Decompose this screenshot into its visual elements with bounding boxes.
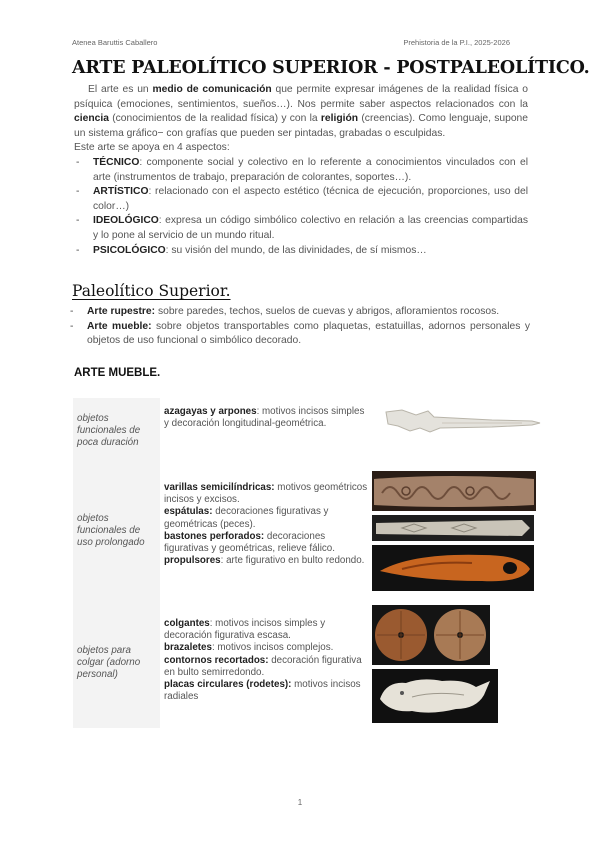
intro-paragraph: El arte es un medio de comunicación que permite expresar imágenes de la realidad física o psíquica (emociones, sentimientos, sueños…). Nos permite saber aspectos relacionados con la ciencia (conocimientos de la realidad física) y con la religión (creencias). Como lenguaje, supone un sistema gráfico− con grafías que pueden ser pintadas, grabadas o esculpidas. — [74, 84, 529, 139]
header-course: Prehistoria de la P.I., 2025-2026 — [403, 38, 510, 47]
rodetes-image — [372, 605, 490, 665]
list-item: - Arte mueble: sobre objetos transportables como plaquetas, estatuillas, adornos personales y objetos de uso funcional o simbólico decorado. — [68, 320, 530, 349]
list-item: - Arte rupestre: sobre paredes, techos, suelos de cuevas y abrigos, afloramientos rocosos. — [68, 305, 530, 320]
table-row — [73, 398, 538, 464]
header-author: Atenea Baruttis Caballero — [72, 38, 158, 47]
table-row — [73, 598, 538, 728]
image-cell — [368, 464, 538, 598]
harpoon-image — [382, 406, 542, 434]
description-cell: varillas semicilíndricas: motivos geométricos incisos y excisos. espátulas: decoraciones figurativas y geométricas (peces). bastones perforados: decoraciones figurativas y geométricas, relieve fálico. propulsores: arte figurativo en bulto redondo. — [164, 482, 368, 567]
intro-aspects-lead: Este arte se apoya en 4 aspectos: — [74, 142, 230, 154]
list-item: - IDEOLÓGICO: expresa un código simbólico colectivo en relación a las creencias compartidas y lo pone al servicio de un mundo ritual. — [74, 214, 528, 243]
category-cell: objetos funcionales de poca duración — [73, 398, 160, 464]
page-title: ARTE PALEOLÍTICO SUPERIOR - POSTPALEOLÍTICO. — [72, 58, 590, 78]
page-number: 1 — [297, 798, 303, 807]
intro-section — [74, 83, 528, 258]
aspects-list — [74, 156, 528, 258]
arte-mueble-heading: ARTE MUEBLE. — [74, 367, 161, 379]
image-cell — [368, 398, 538, 464]
description-cell: azagayas y arpones: motivos incisos simples y decoración longitudinal-geométrica. — [164, 406, 365, 430]
list-item: - ARTÍSTICO: relacionado con el aspecto estético (técnica de ejecución, proporciones, uso del color…) — [74, 185, 528, 214]
contorno-recortado-image — [372, 669, 498, 723]
varilla-image — [372, 471, 536, 511]
list-item: - TÉCNICO: componente social y colectivo en lo referente a conocimientos vinculados con el arte (instrumentos de trabajo, preparación de colorantes, soportes…). — [74, 156, 528, 185]
espatula-image — [372, 515, 534, 541]
section-title: Paleolítico Superior. — [72, 282, 231, 300]
category-cell: objetos para colgar (adorno personal) — [73, 598, 160, 728]
arte-mueble-table — [73, 398, 538, 728]
description-cell: colgantes: motivos incisos simples y decoración figurativa escasa. brazaletes: motivos incisos complejos. contornos recortados: decoración figurativa en bulto semirredondo. placas circulares (rodetes): motivos incisos radiales — [164, 618, 362, 703]
list-item: - PSICOLÓGICO: su visión del mundo, de las divinidades, de sí mismos… — [74, 244, 528, 259]
baston-image — [372, 545, 534, 591]
category-cell: objetos funcionales de uso prolongado — [73, 464, 160, 598]
table-row — [73, 464, 538, 598]
image-cell — [368, 598, 538, 728]
paleolithic-list — [68, 305, 530, 349]
